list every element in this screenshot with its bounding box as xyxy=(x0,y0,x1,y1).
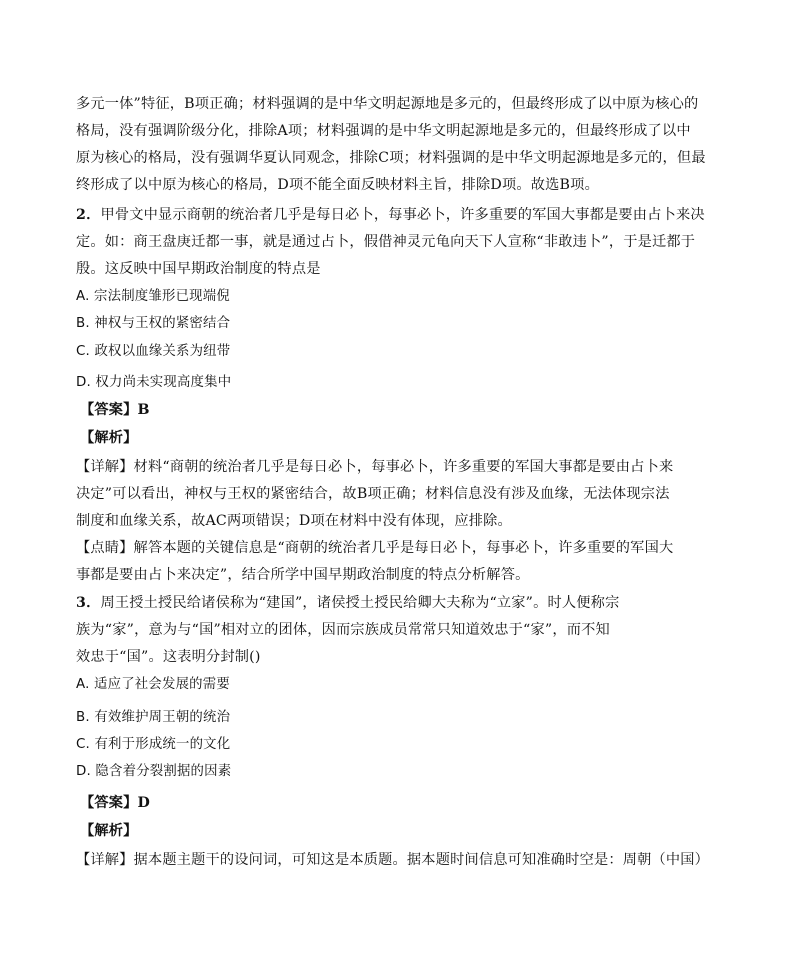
answer-text: 【答案】B xyxy=(80,402,150,418)
analysis-label xyxy=(80,428,138,448)
text-line: 终形成了以中原为核心的格局，D项不能全面反映材料主旨，排除D项。故选B项。 xyxy=(76,177,599,193)
option-b: B. 有效维护周王朝的统治 xyxy=(76,710,231,725)
question-2-stem xyxy=(76,205,705,225)
question-3-stem xyxy=(76,593,619,613)
option-b: B. 神权与王权的紧密结合 xyxy=(76,316,231,331)
text-line: 格局，没有强调阶级分化，排除A项；材料强调的是中华文明起源地是多元的，但最终形成了以中 xyxy=(76,123,691,139)
answer-label xyxy=(80,793,150,813)
text-line: 定。如：商王盘庚迁都一事，就是通过占卜，假借神灵元龟向天下人宣称“非敢违卜”，于是迁都于 xyxy=(76,234,696,250)
option-c: C. 有利于形成统一的文化 xyxy=(76,737,231,752)
text-line: 决定”可以看出，神权与王权的紧密结合，故B项正确；材料信息没有涉及血缘，无法体现宗法 xyxy=(76,486,670,502)
text-line: 效忠于“国”。这表明分封制() xyxy=(76,649,261,665)
detail-line: 【详解】据本题主题干的设问词，可知这是本质题。据本题时间信息可知准确时空是：周朝（中国） xyxy=(76,852,710,868)
text-line: 原为核心的格局，没有强调华夏认同观念，排除C项；材料强调的是中华文明起源地是多元的，但最 xyxy=(76,150,706,166)
option-c: C. 政权以血缘关系为纽带 xyxy=(76,344,231,359)
detail-line: 【详解】材料“商朝的统治者几乎是每日必卜，每事必卜，许多重要的军国大事都是要由占卜来 xyxy=(76,459,674,475)
analysis-text: 【解析】 xyxy=(80,430,138,446)
answer-text: 【答案】D xyxy=(80,795,151,811)
key-point-line: 【点睛】解答本题的关键信息是“商朝的统治者几乎是每日必卜，每事必卜，许多重要的军国大 xyxy=(76,540,674,556)
answer-label xyxy=(80,400,150,420)
option-a: A. 宗法制度雏形已现端倪 xyxy=(76,289,230,304)
analysis-text: 【解析】 xyxy=(80,823,138,839)
text-line: 族为“家”，意为与“国”相对立的团体，因而宗族成员常常只知道效忠于“家”，而不知 xyxy=(76,622,610,638)
question-number: 3． xyxy=(76,595,101,611)
text-line: 多元一体”特征，B项正确；材料强调的是中华文明起源地是多元的，但最终形成了以中原为核心的 xyxy=(76,96,699,112)
text-line: 事都是要由占卜来决定”，结合所学中国早期政治制度的特点分析解答。 xyxy=(76,567,530,583)
question-text: 甲骨文中显示商朝的统治者几乎是每日必卜，每事必卜，许多重要的军国大事都是要由占卜来决 xyxy=(100,207,705,223)
question-number: 2． xyxy=(76,207,101,223)
text-line: 制度和血缘关系，故AC两项错误；D项在材料中没有体现，应排除。 xyxy=(76,513,512,529)
analysis-label xyxy=(80,821,138,841)
option-d: D. 权力尚未实现高度集中 xyxy=(76,375,232,390)
option-a: A. 适应了社会发展的需要 xyxy=(76,677,230,692)
text-line: 殷。这反映中国早期政治制度的特点是 xyxy=(76,261,321,277)
question-text: 周王授土授民给诸侯称为“建国”，诸侯授土授民给卿大夫称为“立家”。时人便称宗 xyxy=(100,595,620,611)
option-d: D. 隐含着分裂割据的因素 xyxy=(76,764,232,779)
